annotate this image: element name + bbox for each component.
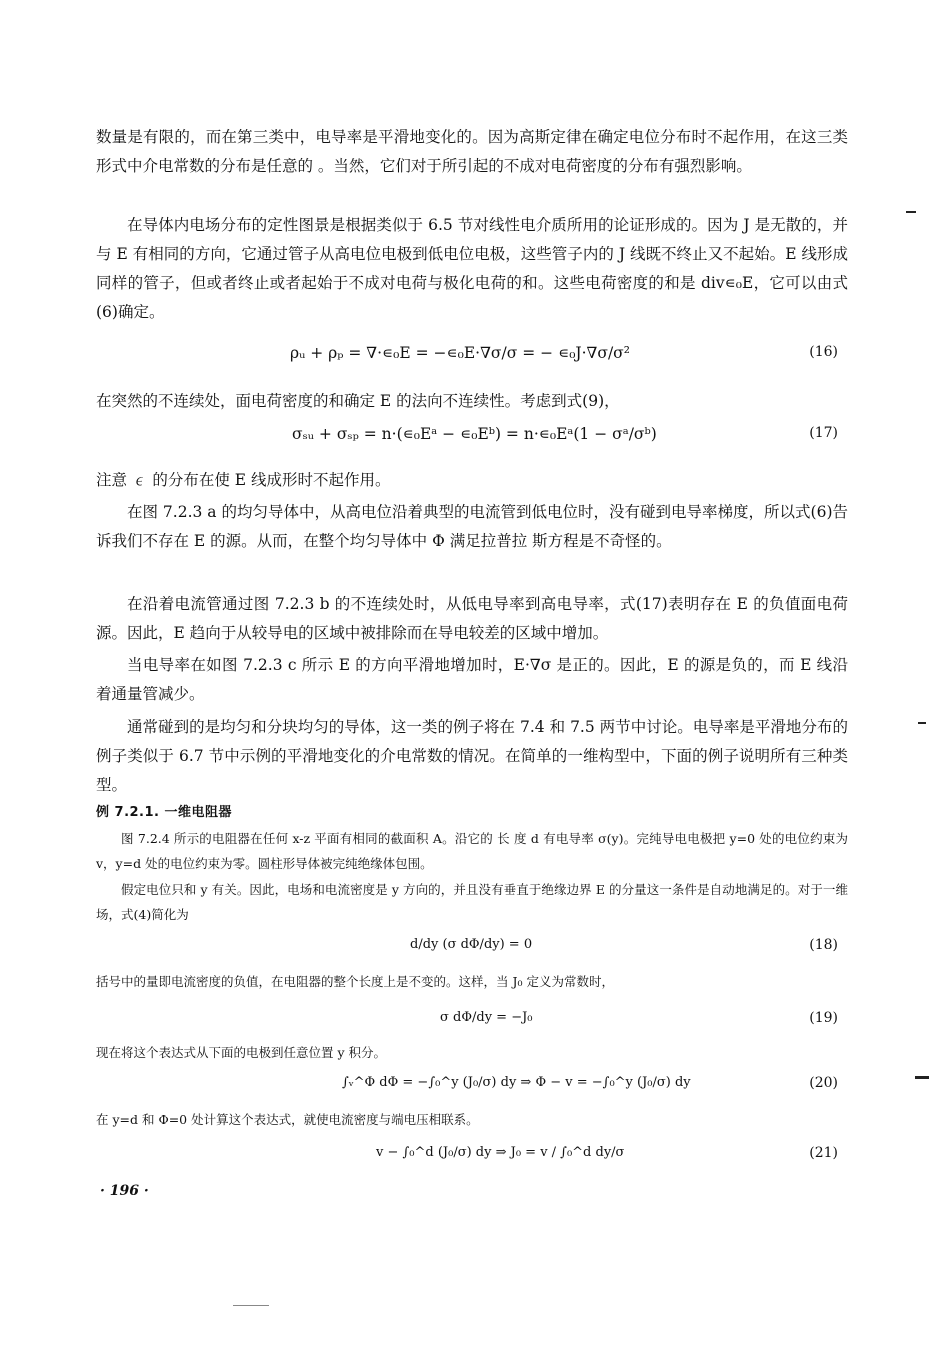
equation-16 <box>96 344 848 384</box>
page-number: · 196 · <box>100 1183 149 1199</box>
equation-18-body: d/dy (σ dΦ/dy) = 0 <box>410 937 533 952</box>
paragraph-13: 在 y=d 和 Φ=0 处计算这个表达式，就使电流密度与端电压相联系。 <box>96 1112 479 1127</box>
equation-19-body: σ dΦ/dy = −J₀ <box>440 1010 533 1025</box>
paragraph-10: 假定电位只和 y 有关。因此，电场和电流密度是 y 方向的，并且没有垂直于绝缘边界 E 的分量这一条件是自动地满足的。对于一维场，式(4)简化为 <box>96 882 848 922</box>
equation-17-number: (17) <box>809 425 838 441</box>
equation-17-body: σₛᵤ + σₛₚ = n·(∊₀Eᵃ − ∊₀Eᵇ) = n·∊₀Eᵃ(1 − σᵃ/σᵇ) <box>292 425 657 443</box>
paragraph-9: 图 7.2.4 所示的电阻器在任何 x-z 平面有相同的截面积 A。沿它的 长 度 d 有电导率 σ(y)。完纯导电电极把 y=0 处的电位约束为 v，y=d 处的电位约束为零。圆柱形导体被完纯绝缘体包围。 <box>96 831 848 871</box>
paragraph-11: 括号中的量即电流密度的负值，在电阻器的整个长度上是不变的。这样，当 J₀ 定义为常数时， <box>96 974 614 989</box>
equation-20-number: (20) <box>809 1075 838 1091</box>
equation-21 <box>96 1145 848 1185</box>
paragraph-1: 数量是有限的，而在第三类中，电导率是平滑地变化的。因为高斯定律在确定电位分布时不起作用，在这三类形式中介电常数的分布是任意的 。当然，它们对于所引起的不成对电荷密度的分布有强烈影响。 <box>96 128 848 175</box>
equation-16-number: (16) <box>809 344 838 360</box>
equation-17 <box>96 425 848 465</box>
paragraph-12: 现在将这个表达式从下面的电极到任意位置 y 积分。 <box>96 1045 387 1060</box>
paragraph-3: 在突然的不连续处，面电荷密度的和确定 E 的法向不连续性。考虑到式(9)， <box>96 392 620 410</box>
equation-19-number: (19) <box>809 1010 838 1026</box>
paragraph-4: 注意 ∊ 的分布在使 E 线成形时不起作用。 <box>96 471 391 489</box>
scan-mark <box>233 1305 269 1306</box>
equation-20-body: ∫ᵥ^Φ dΦ = −∫₀^y (J₀/σ) dy ⇒ Φ − v = −∫₀^y (J₀/σ) dy <box>342 1075 691 1090</box>
scan-mark <box>906 211 916 213</box>
equation-16-body: ρᵤ + ρₚ = ∇·∊₀E = −∊₀E·∇σ/σ = − ∊₀J·∇σ/σ² <box>290 344 630 362</box>
paragraph-2: 在导体内电场分布的定性图景是根据类似于 6.5 节对线性电介质所用的论证形成的。因为 J 是无散的，并与 E 有相同的方向，它通过管子从高电位电极到低电位电极，这些管子内的 J 线既不终止又不起始。E 线形成同样的管子，但或者终止或者起始于不成对电荷与极化电荷的和。这些电荷密度的和是 div∊₀E，它可以由式(6)确定。 <box>96 216 848 321</box>
paragraph-5: 在图 7.2.3 a 的均匀导体中，从高电位沿着典型的电流管到低电位时，没有碰到电导率梯度，所以式(6)告诉我们不存在 E 的源。从而，在整个均匀导体中 Φ 满足拉普拉 斯方程是不奇怪的。 <box>96 503 848 550</box>
equation-21-number: (21) <box>809 1145 838 1161</box>
example-heading: 例 7.2.1. 一维电阻器 <box>96 805 233 820</box>
equation-21-body: v − ∫₀^d (J₀/σ) dy ⇒ J₀ = v / ∫₀^d dy/σ <box>376 1145 625 1160</box>
paragraph-6: 在沿着电流管通过图 7.2.3 b 的不连续处时，从低电导率到高电导率，式(17)表明存在 E 的负值面电荷源。因此，E 趋向于从较导电的区域中被排除而在导电较差的区域中增加。 <box>96 595 848 642</box>
scan-mark <box>918 722 926 724</box>
paragraph-7: 当电导率在如图 7.2.3 c 所示 E 的方向平滑地增加时，E·∇σ 是正的。因此，E 的源是负的，而 E 线沿着通量管减少。 <box>96 656 848 703</box>
equation-18-number: (18) <box>809 937 838 953</box>
scan-mark <box>915 1076 929 1079</box>
paragraph-8: 通常碰到的是均匀和分块均匀的导体，这一类的例子将在 7.4 和 7.5 两节中讨论。电导率是平滑地分布的例子类似于 6.7 节中示例的平滑地变化的介电常数的情况。在简单的一维构型中，下面的例子说明所有三种类型。 <box>96 718 848 794</box>
